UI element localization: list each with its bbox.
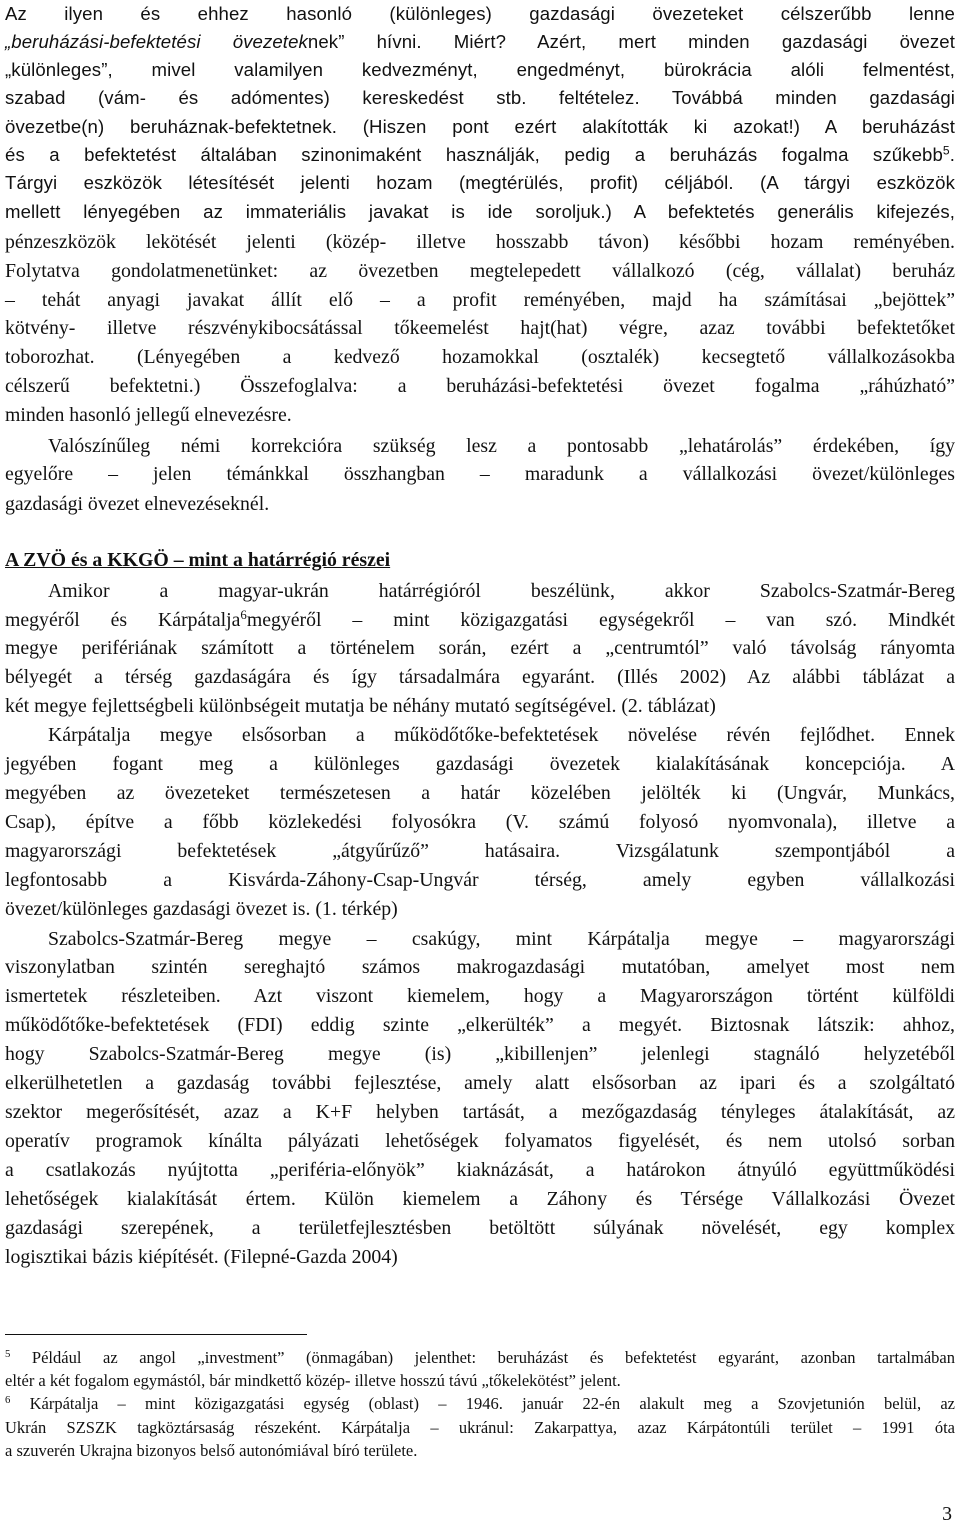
footnote-number-6: 6 — [5, 1394, 11, 1407]
text-span: Kárpátalja – mint közigazgatási egység (oblast) – 1946. január 22-én alakult meg a Szovjetunión belül, az — [10, 1394, 955, 1413]
paragraph-5-line-8: operatív programok kínálta pályázati lehetőségek folyamatos figyelését, és nem utolsó sorban — [5, 1130, 955, 1152]
paragraph-3-line-5: két megye fejlettségbeli különbségeit mutatja be néhány mutató segítségével. (2. táblázat) — [5, 695, 716, 717]
paragraph-1-line-5 — [5, 113, 955, 141]
paragraph-1-line-10: Folytatva gondolatmenetünket: az övezetben megtelepedett vállalkozó (cég, vállalat) beruház — [5, 260, 955, 282]
paragraph-5-line-11: gazdasági szerepének, a területfejlesztésben betöltött súlyának növelését, egy komplex — [5, 1217, 955, 1239]
footnote-5-line-2: eltér a két fogalom egymástól, bár mindkettő közép- illetve hosszú távú „tőkelekötést” jelent. — [5, 1371, 621, 1390]
paragraph-5-line-7: szektor megerősítését, azaz a K+F helyben tartását, a mezőgazdaság tényleges átalakítását, az — [5, 1101, 955, 1123]
paragraph-3-line-2 — [5, 606, 955, 634]
footnote-separator — [5, 1334, 307, 1335]
paragraph-4-line-7: övezet/különleges gazdasági övezet is. (1. térkép) — [5, 898, 398, 920]
section-heading: A ZVÖ és a KKGÖ – mint a határrégió részei — [5, 549, 391, 571]
italic-term: „beruházási-befektetési övezetek — [5, 31, 308, 52]
paragraph-2-line-3: gazdasági övezet elnevezéseknél. — [5, 493, 270, 515]
paragraph-1-line-11: – tehát anyagi javakat állít elő – a profit reményében, majd ha számításai „bejöttek” — [5, 289, 955, 311]
text-span: Például az angol „investment” (önmagában) jelenthet: beruházást és befektetést egyaránt, azonban tartalmában — [10, 1348, 955, 1367]
paragraph-1-line-7 — [5, 169, 955, 197]
paragraph-5-line-3: ismertetek részleteiben. Azt viszont kiemelem, hogy a Magyarországon történt külföldi — [5, 985, 955, 1007]
text-span: . — [949, 144, 955, 165]
paragraph-5-line-1: Szabolcs-Szatmár-Bereg megye – csakúgy, mint Kárpátalja megye – magyarországi — [48, 928, 955, 950]
paragraph-5-line-6: elkerülhetetlen a gazdaság további fejlesztése, amely alatt elsősorban az ipari és a szolgáltató — [5, 1072, 955, 1094]
paragraph-1-line-1: Az ilyen és ehhez hasonló (különleges) gazdasági övezeteket célszerűbb lenne — [5, 3, 955, 24]
footnote-ref-5: 5 — [942, 143, 950, 158]
paragraph-1-line-6 — [5, 141, 955, 169]
paragraph-5-line-2: viszonylatban szintén sereghajtó számos makrogazdasági mutatóban, amelyet most nem — [5, 956, 955, 978]
paragraph-2-line-2: egyelőre – jelen témánkkal összhangban – maradunk a vállalkozási övezet/különleges — [5, 463, 955, 485]
paragraph-2-line-1: Valószínűleg némi korrekcióra szükség lesz a pontosabb „lehatárolás” érdekében, így — [48, 435, 955, 457]
text-span: megyéről – mint közigazgatási egységekről – van szó. Mindkét — [246, 609, 955, 631]
paragraph-1-line-12: kötvény- illetve részvénykibocsátással tőkeemelést hajt(hat) végre, azaz további befektetőket — [5, 317, 955, 339]
paragraph-3-line-3: megye perifériának számított a történelem során, ezért a „centrumtól” való távolság rányomta — [5, 637, 955, 659]
paragraph-5-line-9: a csatlakozás nyújtotta „periféria-előnyök” kiaknázását, a határokon átnyúló együttműködési — [5, 1159, 955, 1181]
paragraph-1-line-8 — [5, 198, 955, 226]
footnote-ref-6: 6 — [240, 607, 247, 622]
paragraph-1-line-4 — [5, 84, 955, 112]
paragraph-1-line-3: „különleges”, mivel valamilyen kedvezményt, engedményt, bürokrácia alóli felmentést, — [5, 59, 955, 80]
text-span: Tárgyi eszközök létesítését jelenti hozam (megtérülés, profit) céljából. — [5, 172, 734, 193]
paragraph-1-line-9: pénzeszközök lekötését jelenti (közép- illetve hosszabb távon) későbbi hozam reményében. — [5, 231, 955, 253]
paragraph-1-line-14: célszerű befektetni.) Összefoglalva: a beruházási-befektetési övezet fogalma „ráhúzható” — [5, 375, 955, 397]
paragraph-1-line-15: minden hasonló jellegű elnevezésre. — [5, 404, 292, 426]
paragraph-3-line-4: bélyegét a térség gazdaságára és így társadalmára egyaránt. (Illés 2002) Az alábbi táblázat a — [5, 666, 955, 688]
footnote-6-line-2: Ukrán SZSZK tagköztársaság részeként. Kárpátalja – ukránul: Zakarpattya, azaz Kárpátontúli terület – 1991 óta — [5, 1418, 955, 1437]
footnote-5-line-1 — [5, 1347, 955, 1369]
paragraph-5-line-5: hogy Szabolcs-Szatmár-Bereg megye (is) „kibillenjen” jelenlegi stagnáló helyzetéből — [5, 1043, 955, 1065]
text-span: (A tárgyi eszközök — [733, 172, 955, 193]
text-span: övezetbe(n) beruháznak-befektetnek. (Hiszen pont ezért alakították ki azokat!) — [5, 116, 801, 137]
paragraph-4-line-3: megyében az övezeteket természetesen a határ közelében jelölték ki (Ungvár, Munkács, — [5, 782, 955, 804]
paragraph-4-line-6: legfontosabb a Kisvárda-Záhony-Csap-Ungvár térség, amely egyben vállalkozási — [5, 869, 955, 891]
paragraph-5-line-12: logisztikai bázis kiépítését. (Filepné-Gazda 2004) — [5, 1246, 398, 1268]
footnote-6-line-1 — [5, 1393, 955, 1415]
text-span: megyéről és Kárpátalja — [5, 609, 241, 631]
footnote-number-5: 5 — [5, 1348, 11, 1361]
footnote-6-line-3: a szuverén Ukrajna bizonyos belső autonómiával bíró területe. — [5, 1441, 418, 1460]
text-span: A beruházást — [800, 116, 955, 137]
paragraph-3-line-1: Amikor a magyar-ukrán határrégióról beszélünk, akkor Szabolcs-Szatmár-Bereg — [48, 580, 955, 602]
paragraph-4-line-4: Csap), építve a főbb közlekedési folyosókra (V. számú folyosó nyomvonala), illetve a — [5, 811, 955, 833]
paragraph-5-line-4: működőtőke-befektetések (FDI) eddig szinte „elkerülték” a megyét. Biztosnak látszik: ahhoz, — [5, 1014, 955, 1036]
paragraph-4-line-1: Kárpátalja megye elsősorban a működőtőke-befektetések növelése révén fejlődhet. Ennek — [48, 724, 955, 746]
paragraph-4-line-2: jegyében fogant meg a különleges gazdasági övezetek kialakításának koncepciója. A — [5, 753, 955, 775]
paragraph-5-line-10: lehetőségek kialakítását értem. Külön kiemelem a Záhony és Térsége Vállalkozási Övezet — [5, 1188, 955, 1210]
text-span: szabad (vám- és adómentes) kereskedést stb. feltételez. — [5, 87, 640, 108]
text-span: A befektetés generális kifejezés, — [611, 201, 956, 222]
text-span: és a befektetést általában szinonimaként használják, pedig a beruházás fogalma szűkebb — [5, 144, 943, 165]
text-span: Továbbá minden gazdasági — [639, 87, 955, 108]
text-span: mellett lényegében az immateriális javakat is ide soroljuk.) — [5, 201, 612, 222]
paragraph-4-line-5: magyarországi befektetések „átgyűrűző” hatásaira. Vizsgálatunk szempontjából a — [5, 840, 955, 862]
paragraph-1-line-2: „beruházási-befektetési övezeteknek” hívni. Miért? Azért, mert minden gazdasági övezet — [5, 31, 955, 52]
paragraph-1-line-13: toborozhat. (Lényegében a kedvező hozamokkal (osztalék) kecsegtető vállalkozásokba — [5, 346, 955, 368]
page-number: 3 — [942, 1503, 952, 1525]
